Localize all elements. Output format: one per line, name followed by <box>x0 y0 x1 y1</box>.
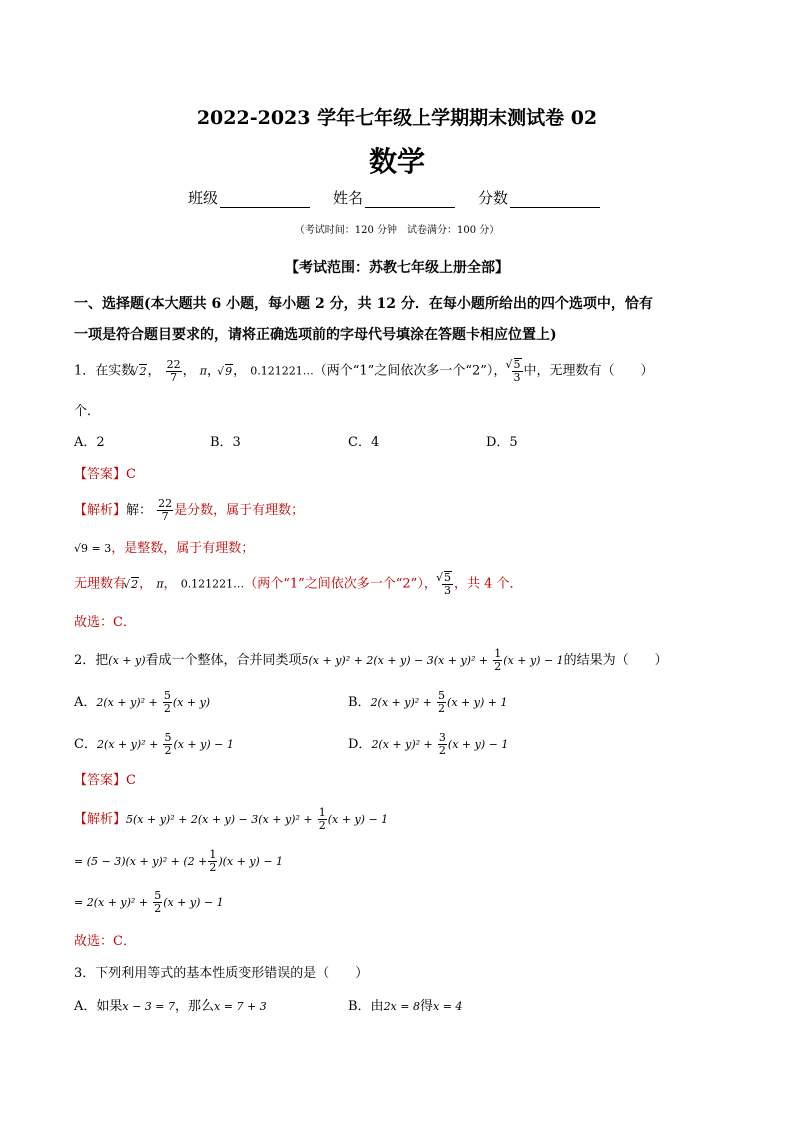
fraction-sqrt5-3: √ $\frac{5}{3}$ <box>512 358 523 384</box>
fraction-22-7: $\frac{22}{7}$ <box>166 357 181 384</box>
exam-scope: 【考试范围：苏教七年级上册全部】 <box>285 260 509 276</box>
class-field <box>188 187 310 208</box>
question-1: 1．在实数 √ 2， $\frac{22}{7}$ ， π， √ 9， 0.121221…（两个“1”之间依次多一个“2”）， √ $\frac{5}{3}$ 中，无理数有（ ） <box>74 358 654 384</box>
q1-analysis-line1: 【解析】解： $\frac{22}{7}$ 是分数，属于有理数； <box>74 497 305 523</box>
q1-analysis-line3: 无理数有 √ 2， π， 0.121221…（两个“1”之间依次多一个“2”）， √ $\frac{5}{3}$ ，共 4 个． <box>74 571 523 597</box>
q1-analysis-line2: √9 = 3，是整数，属于有理数； <box>74 541 255 556</box>
q2-analysis-line1: 【解析】5(x + y)² + 2(x + y) − 3(x + y)² + $\frac{1}{2}$ (x + y) − 1 <box>74 806 389 832</box>
q2-choose: 故选：C． <box>74 934 136 949</box>
q2-analysis-line2: = (5 − 3)(x + y)² + (2 + $\frac{1}{2}$ )(x + y) − 1 <box>74 848 284 874</box>
score-blank <box>510 192 600 208</box>
exam-title: 2022-2023 学年七年级上学期期末测试卷 02 <box>196 107 598 129</box>
q1-option-c: C．4 <box>348 435 380 450</box>
q2-option-d: D．2(x + y)² + $\frac{3}{2}$ (x + y) − 1 <box>348 731 509 757</box>
name-label: 姓名 <box>333 189 364 207</box>
class-label: 班级 <box>188 189 219 207</box>
section-heading-line1: 一、选择题(本大题共 6 小题，每小题 2 分，共 12 分．在每小题所给出的四个选项中，恰有 <box>74 296 653 312</box>
q2-option-b: B．2(x + y)² + $\frac{5}{2}$ (x + y) + 1 <box>348 689 508 715</box>
q1-option-a: A．2 <box>74 435 105 450</box>
q2-option-c: C．2(x + y)² + $\frac{5}{2}$ (x + y) − 1 <box>74 731 234 757</box>
exam-subject: 数学 <box>368 145 425 178</box>
q1-option-b: B．3 <box>210 435 241 450</box>
q1-option-d: D．5 <box>486 435 518 450</box>
q1-choose: 故选：C． <box>74 615 136 630</box>
name-blank <box>365 192 455 208</box>
q1-answer: 【答案】C <box>74 467 136 482</box>
score-field <box>478 187 600 208</box>
question-3: 3．下列利用等式的基本性质变形错误的是（ ） <box>74 966 369 981</box>
question-1-line2: 个． <box>74 404 101 419</box>
section-heading-line2: 一项是符合题目要求的，请将正确选项前的字母代号填涂在答题卡相应位置上) <box>74 327 557 343</box>
q2-analysis-line3: = 2(x + y)² + $\frac{5}{2}$ (x + y) − 1 <box>74 889 224 915</box>
exam-note: （考试时间：120 分钟 试卷满分：100 分） <box>294 225 500 236</box>
q3-option-b: B．由2x = 8得x = 4 <box>348 999 463 1014</box>
q3-option-a: A．如果x − 3 = 7，那么x = 7 + 3 <box>74 999 267 1014</box>
question-2: 2．把(x + y)看成一个整体，合并同类项5(x + y)² + 2(x + y) − 3(x + y)² + $\frac{1}{2}$ (x + y) − 1的结果为（ ） <box>74 647 668 673</box>
class-blank <box>220 192 310 208</box>
score-label: 分数 <box>478 189 509 207</box>
q2-option-a: A．2(x + y)² + $\frac{5}{2}$ (x + y) <box>74 689 211 715</box>
name-field <box>333 187 455 208</box>
q2-answer: 【答案】C <box>74 773 136 788</box>
